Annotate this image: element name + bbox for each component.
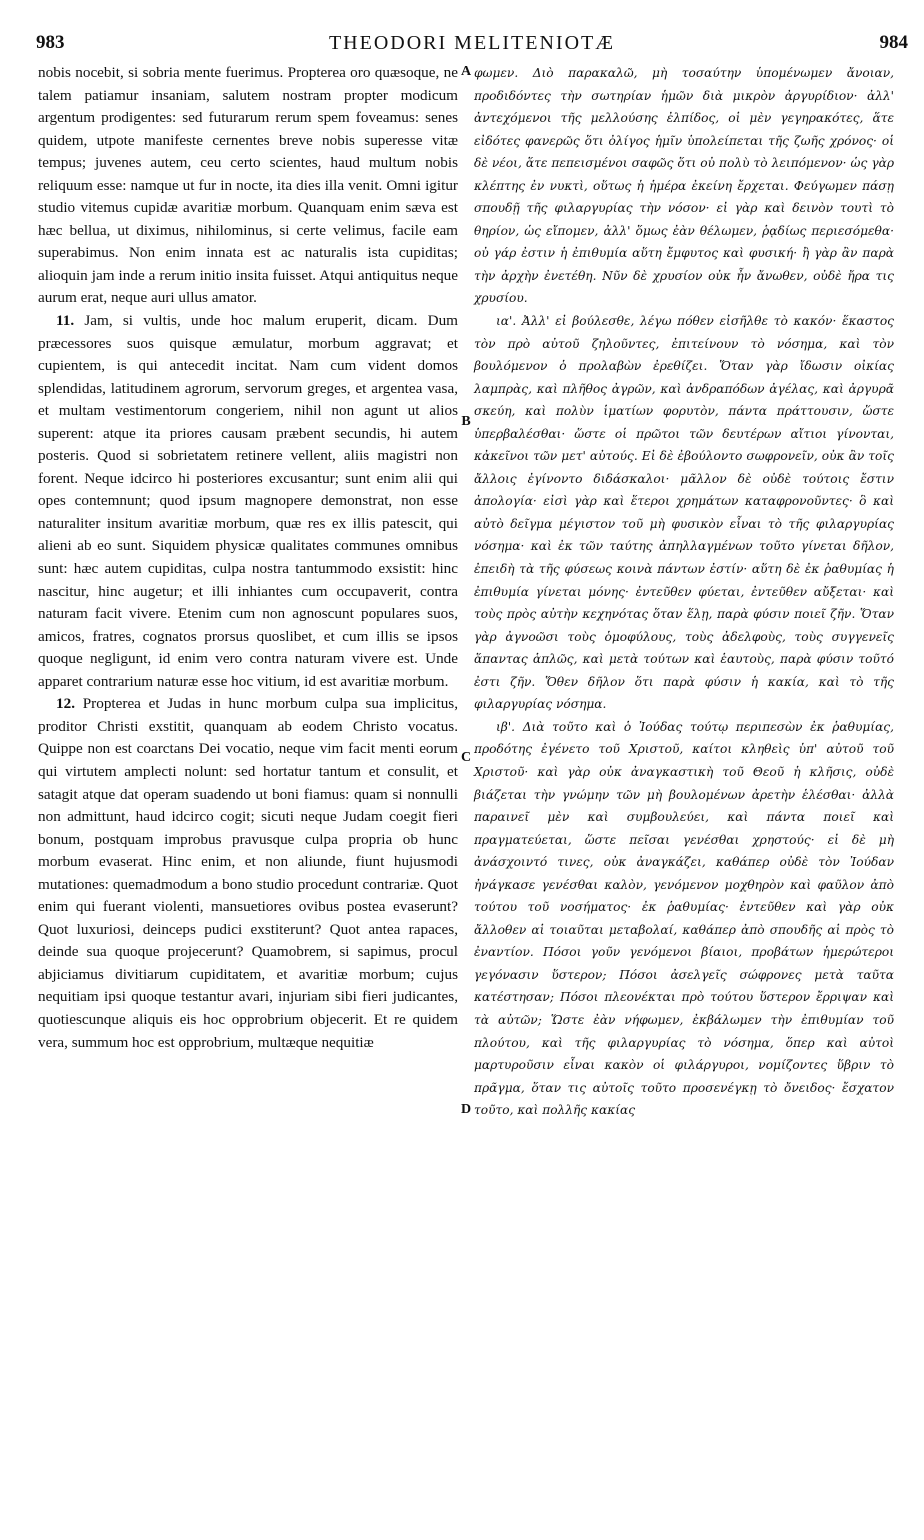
margin-marker-a: A xyxy=(460,64,472,79)
greek-paragraph-1: φωμεν. Διὸ παρακαλῶ, μὴ τοσαύτην ὑπομένωμεν ἄνοιαν, προδιδόντες τὴν σωτηρίαν ἡμῶν διὰ μικρὸν ἀργυρίδιον· ἀλλ' ἀντεχόμενοι τῆς μελλούσης ἐλπίδος, οἱ μὲν γεγηρακότες, ἅτε εἰδότες φανερῶς ὅτι ὀλίγος ἡμῖν ὑπολείπεται τῆς ζωῆς χρόνος· οἱ δὲ νέοι, ἅτε πεπεισμένοι σαφῶς ὅτι οὐ πολὺ τὸ λειπόμενον· ὡς γὰρ κλέπτης ἐν νυκτὶ, οὕτως ἡ ἡμέρα ἐκείνη ἔρχεται. Φεύγωμεν πάσῃ σπουδῇ τῆς φιλαργυρίας τὴν νόσον· εἰ γὰρ καὶ δεινὸν τουτὶ τὸ θηρίον, ὡς εἴπομεν, ἀλλ' ὅμως ἐὰν θέλωμεν, ῥᾳδίως περιεσόμεθα· οὐ γάρ ἐστιν ἡ ἐπιθυμία αὕτη ἔμφυτος καὶ φυσική· ἢ γὰρ ἂν παρὰ τὴν ἀρχὴν ἐνετέθη. Νῦν δὲ χρυσίον οὐκ ἦν ἄνωθεν, οὐδὲ ἤρα τις χρυσίου. xyxy=(474,66,894,306)
latin-section-number-11: 11. xyxy=(56,312,75,330)
greek-paragraph-12-text: Διὰ τοῦτο καὶ ὁ Ἰούδας τούτῳ περιπεσὼν ἐκ ῥαθυμίας, προδότης ἐγένετο τοῦ Χριστοῦ, καίτοι κληθεὶς ὑπ' αὐτοῦ τοῦ Χριστοῦ· καὶ γὰρ οὐκ ἀναγκαστικὴ τοῦ Θεοῦ ἡ κλῆσις, οὐδὲ βιάζεται τὴν γνώμην τῶν μὴ βουλομένων ἀρετὴν ἑλέσθαι· ἀλλὰ παραινεῖ μὲν καὶ συμβουλεύει, καὶ πάντα ποιεῖ καὶ πραγματεύεται, ὥστε πεῖσαι γενέσθαι χρηστούς· εἰ δὲ μὴ ἀνάσχοιντό τινες, οὐκ ἀναγκάζει, καθάπερ οὐδὲ τὸν Ἰούδαν ἠνάγκασε γενέσθαι καλὸν, γενόμενον μοχθηρὸν καὶ φαῦλον ἀπὸ τούτου τοῦ νοσήματος· ἐκ ῥαθυμίας· ἐντεῦθεν καὶ γὰρ οὐκ ἄλλοθεν αἱ τοιαῦται μεταβολαί, καθάπερ ἀπὸ σπουδῆς αἱ πρὸς τὸ ἐναντίον. Πόσοι γοῦν γενόμενοι βίαιοι, προβάτων ἡμερώτεροι γεγόνασιν ὕστερον; Πόσοι ἀσελγεῖς σώφρονες μετὰ ταῦτα κατέστησαν; Πόσοι πλεονέκται πρὸ τούτου ὕστερον ἔρριψαν καὶ τὰ αὐτῶν; Ὥστε ἐὰν νήφωμεν, ἐκβάλωμεν τὴν ἐπιθυμίαν τοῦ πλούτου, καὶ τῆς φιλαργυρίας τὸ νόσημα, ὅπερ καὶ αὐτοὶ μαρτυροῦσιν εἶναι κακὸν οἱ φιλάργυροι, νομίζοντες ὕβριν τὸ πρᾶγμα, ὅταν τις αὐτοῖς τοῦτο προσενέγκῃ τὸ ὄνειδος· ἔσχατον τοῦτο, καὶ πολλῆς κακίας xyxy=(474,719,894,1118)
greek-section-number-11: ια'. xyxy=(496,314,517,329)
page-number-left: 983 xyxy=(36,32,65,53)
greek-paragraph-12 xyxy=(474,716,894,1122)
latin-paragraph-11-text: Jam, si vultis, unde hoc malum eruperit, dicam. Dum præcessores suos quisque æmulatur, morbum aggravat; et cupientem, is qui antecedit incitat. Nam cum vident domos splendidas, latitudinem agrorum, servorum greges, et argentea vasa, et multam vestimentorum congeriem, nihil non agunt ut alios superent: atque ita priores causam præbent secundis, hi autem posteris. Quod si sobrietatem retinere vellent, aliis magistri non forent. Neque idcirco hi posteriores excusantur; sunt enim alii qui opes contemnunt; quod ipsum magnopere demonstrat, non esse naturaliter insitum avaritiæ morbum, quæ res ex illis patescit, qui alieni ab eo sunt. Siquidem physicæ qualitates communes omnibus sunt: hæc autem cupiditas, culpa nostra tantummodo exsistit: hinc nascitur, hinc augetur; et illi inhiantes cum occupaverit, contra naturam facit vivere. Etenim cum non agnoscunt populares suos, amicos, fratres, cognatos prorsus quoslibet, et cum illis se ipsos quoque negligunt, id enim vero contra naturam vivere est. Unde apparet contrarium naturæ esse hoc vitium, id est avaritiæ morbum. xyxy=(38,312,458,690)
page-header xyxy=(36,30,908,56)
latin-section-number-12: 12. xyxy=(56,695,75,713)
latin-paragraph-1: nobis nocebit, si sobria mente fuerimus. Propterea oro quæsoque, ne talem patiamur insaniam, salutem nostram propter modicum argentum prodigentes: sed futurarum rerum spem foveamus: senes quidem, utpote manifeste cernentes breve nobis superesse vitæ tempus; juvenes autem, ceu certo scientes, haud multum nobis reliquum esse: namque ut fur in nocte, ita dies illa venit. Omni igitur studio vitemus cupidæ avaritiæ morbum. Quanquam enim sæva est hæc bellua, ut diximus, nihilominus, si certe velimus, facile eam superabimus. Non enim innata est ac naturalis ista cupiditas; alioquin jam inde a rerum initio insita fuisset. Atqui antiquitus neque aurum erat, neque auri ullus amator. xyxy=(38,64,458,307)
margin-marker-d: D xyxy=(460,1102,472,1117)
greek-paragraph-11-text: Ἀλλ' εἰ βούλεσθε, λέγω πόθεν εἰσῆλθε τὸ κακόν· ἕκαστος τὸν πρὸ αὐτοῦ ζηλοῦντες, ἐπιτείνουν τὸ νόσημα, καὶ τὸν βουλόμενον ὁ προλαβὼν ἐρεθίζει. Ὅταν γὰρ ἴδωσιν οἰκίας λαμπρὰς, καὶ πλῆθος ἀγρῶν, καὶ ἀνδραπόδων ἀγέλας, καὶ ἀργυρᾶ σκεύη, καὶ πολὺν ἱματίων φορυτὸν, πάντα πράττουσιν, ὥστε ὑπερβαλέσθαι· ὥστε οἱ πρῶτοι τῶν δευτέρων αἴτιοι γίνονται, κἀκεῖνοι τῶν μετ' αὐτούς. Εἰ δὲ ἐβούλοντο σωφρονεῖν, οὐκ ἂν τοῖς ἄλλοις ἐγίνοντο διδάσκαλοι· μᾶλλον δὲ οὐδὲ τούτοις ἔστιν ἀπολογία· εἰσὶ γὰρ καὶ ἕτεροι χρημάτων καταφρονοῦντες· ὃ καὶ αὐτὸ δεῖγμα μέγιστον τοῦ μὴ φυσικὸν εἶναι τὸ τῆς φιλαργυρίας νόσημα· καὶ ἐκ τῶν ταύτης ἀπηλλαγμένων τοῦτο γίνεται δῆλον, ἐπειδὴ τὰ τῆς φύσεως κοινὰ πάντων ἐστίν· αὕτη δὲ ἐκ ῥαθυμίας ἡ ἐπιθυμία γίνεται μόνης· ἐντεῦθεν φύεται, ἐντεῦθεν αὔξεται· καὶ τοὺς πρὸς αὐτὴν κεχηνότας ὅταν ἕλῃ, παρὰ φύσιν ποιεῖ ζῆν. Ὅταν γὰρ ἀγνοῶσι τοὺς ὁμοφύλους, τοὺς ἀδελφοὺς, τοὺς συγγενεῖς ἅπαντας ἁπλῶς, καὶ μετὰ τούτων καὶ ἑαυτοὺς, παρὰ φύσιν τοῦτό ἐστι ζῆν. Ὅθεν δῆλον ὅτι παρὰ φύσιν ἡ κακία, καὶ τὸ τῆς φιλαργυρίας νόσημα. xyxy=(474,314,894,712)
latin-paragraph-11 xyxy=(38,310,458,693)
margin-marker-c: C xyxy=(460,750,472,765)
greek-column xyxy=(474,62,894,1122)
page-number-right: 984 xyxy=(879,32,908,53)
greek-section-number-12: ιβ'. xyxy=(496,719,516,734)
latin-column xyxy=(38,62,458,1054)
latin-paragraph-12-text: Propterea et Judas in hunc morbum culpa sua implicitus, proditor Christi exstitit, quanquam ab eodem Christo vocatus. Quippe non est coarctans Dei vocatio, neque vim facit menti eorum qui virtutem amplecti nolunt: sed hortatur tantum et consulit, et satagit atque dat operam suadendo ut boni fiamus: quam si nonnulli non admittunt, haud idcirco cogit; sicuti neque Judam coegit fieri bonum, postquam improbus pravusque culpa propria ob hunc morbum evaserat. Hinc enim, et non aliunde, fiunt hujusmodi mutationes: quemadmodum a bono studio procedunt contrariæ. Quot enim qui fuerant violenti, mansuetiores ovibus postea evaserunt? Quot luxuriosi, deinceps pudici exstiterunt? Quot antea rapaces, deinde sua quoque projecerunt? Quamobrem, si sapimus, procul abjiciamus divitiarum cupiditatem, et avaritiæ morbum; cujus nequitiam ipsi quoque testantur avari, injuriam sibi fieri judicantes, quotiescunque aliquis eis hoc opprobrium objecerit. Et re quidem vera, summum hoc est opprobrium, multæque nequitiæ xyxy=(38,695,459,1051)
running-title: THEODORI MELITENIOTÆ xyxy=(328,32,616,54)
latin-paragraph-12 xyxy=(38,693,458,1054)
margin-marker-b: B xyxy=(461,414,471,429)
greek-paragraph-11 xyxy=(474,310,894,716)
